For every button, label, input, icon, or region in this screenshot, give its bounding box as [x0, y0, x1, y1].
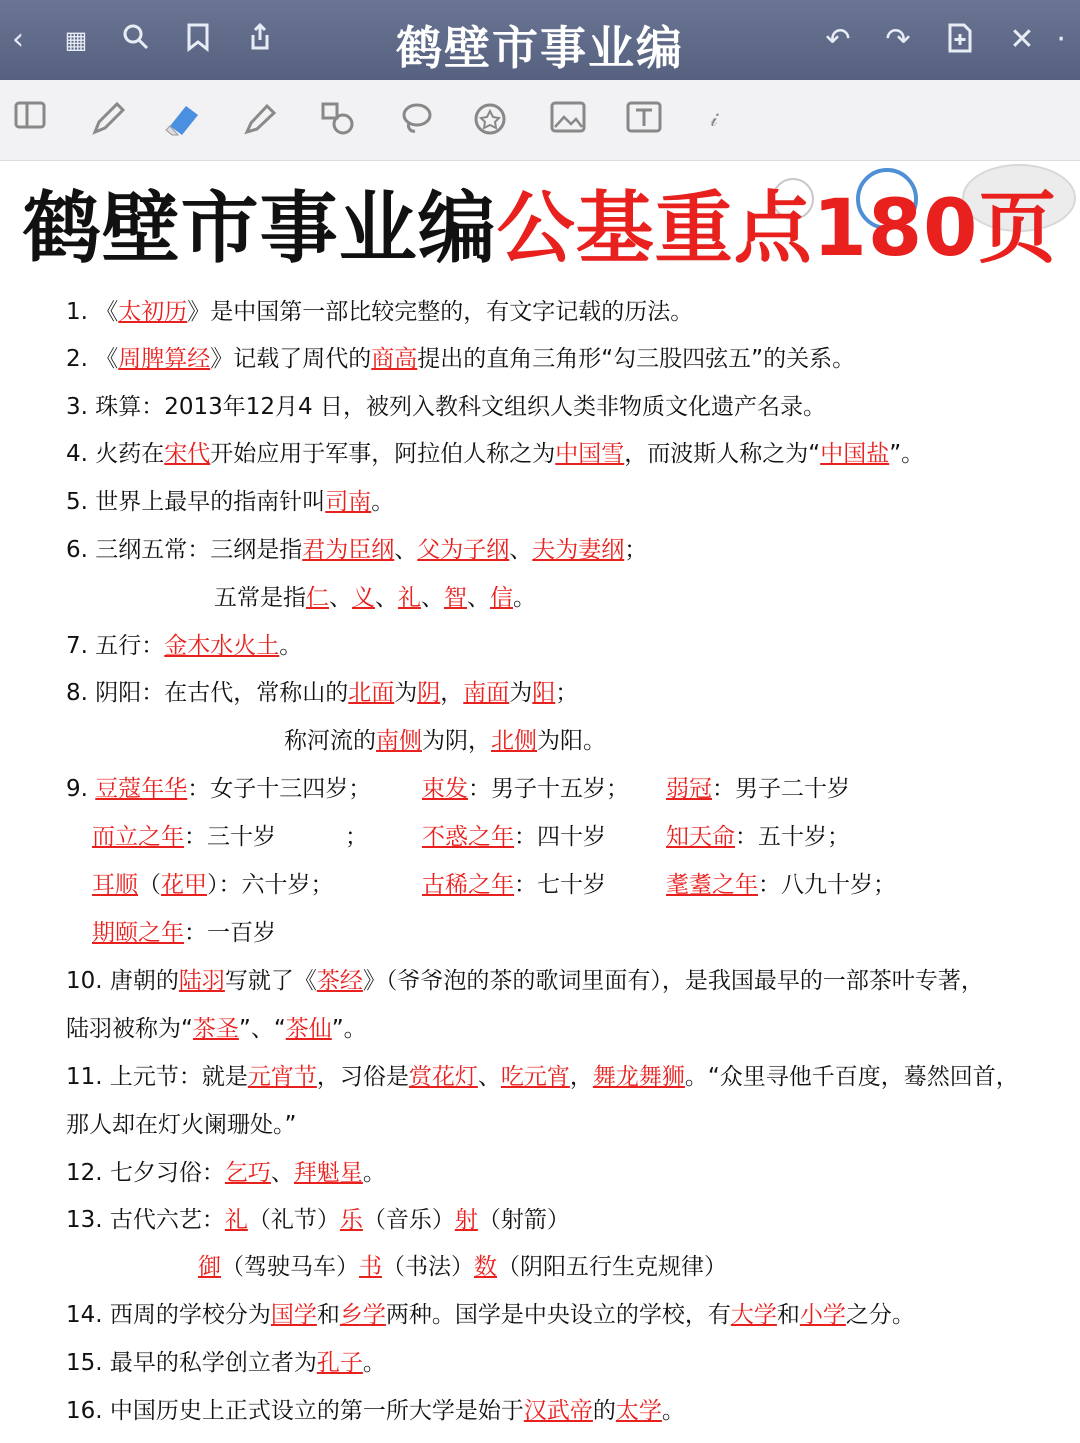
note-text: （射箭）: [477, 1207, 570, 1233]
note-text: ，习俗是: [316, 1064, 409, 1090]
keyword-highlight: 弱冠: [666, 776, 712, 802]
sidebar-icon[interactable]: [10, 100, 50, 140]
note-text: 五常是指: [214, 585, 306, 611]
note-text: 、: [467, 585, 490, 611]
image-icon[interactable]: [548, 100, 588, 140]
note-text: （书法）: [382, 1254, 474, 1280]
note-text: 》是中国第一部比较完整的，有文字记载的历法。: [187, 299, 694, 325]
keyword-highlight: 束发: [422, 776, 468, 802]
close-icon[interactable]: ✕: [1009, 22, 1035, 57]
keyword-highlight: 金木水火土: [164, 633, 280, 659]
note-text: 》（爷爷泡的茶的歌词里面有），是我国最早的一部茶叶专著，: [362, 968, 984, 994]
keyword-highlight: 国学: [270, 1302, 317, 1328]
age-cell: [92, 821, 368, 853]
keyword-highlight: 陆羽: [178, 968, 225, 994]
note-text: ，: [569, 1064, 593, 1090]
keyword-highlight: 拜魁星: [293, 1160, 363, 1186]
note-line-14: [66, 1299, 915, 1331]
keyword-highlight: 射: [454, 1207, 478, 1233]
note-line-5: [66, 486, 394, 518]
note-text: ；: [624, 537, 648, 563]
note-line-16: [66, 1395, 685, 1427]
note-line-11b: [66, 1109, 296, 1141]
note-text: ，而波斯人称之为“: [624, 441, 821, 467]
note-text: ：男子二十岁: [712, 776, 850, 802]
note-text: 6. 三纲五常：三纲是指: [66, 537, 303, 563]
note-text: 称河流的: [284, 728, 376, 754]
note-line-13: [66, 1204, 570, 1236]
note-text: 陆羽被称为“: [66, 1016, 193, 1042]
note-text: ”。: [889, 441, 925, 467]
note-text: 12. 七夕习俗：: [66, 1160, 225, 1186]
top-navigation-bar: [0, 0, 1080, 80]
note-text: （驾驶马车）: [221, 1254, 359, 1280]
note-text: 16. 中国历史上正式设立的第一所大学是始于: [66, 1398, 524, 1424]
back-icon[interactable]: ‹: [12, 22, 24, 57]
note-text: 。“众里寻他千百度，蓦然回首，: [684, 1064, 1019, 1090]
note-text: 、: [394, 537, 418, 563]
redo-icon[interactable]: ↷: [885, 22, 911, 57]
app-title: 鹤壁市事业编: [396, 21, 684, 75]
keyword-highlight: 阴: [417, 680, 441, 706]
note-text: 10. 唐朝的: [66, 968, 179, 994]
note-text: 2. 《: [66, 346, 119, 372]
ink-icon[interactable]: 𝒾: [710, 107, 718, 132]
note-text: 为阳。: [537, 728, 606, 754]
note-text: 7. 五行：: [66, 633, 165, 659]
keyword-highlight: 而立之年: [92, 824, 184, 850]
note-text: ；: [555, 680, 579, 706]
note-text: ”。: [331, 1016, 367, 1042]
keyword-highlight: 孔子: [316, 1350, 363, 1376]
keyword-highlight: 北侧: [491, 728, 537, 754]
keyword-highlight: 书: [359, 1254, 382, 1280]
note-line-2: [66, 343, 855, 375]
keyword-highlight: 礼: [398, 585, 421, 611]
keyword-highlight: 不惑之年: [422, 824, 514, 850]
keyword-highlight: 耳顺: [92, 872, 138, 898]
note-text: 。: [661, 1398, 685, 1424]
keyword-highlight: 数: [474, 1254, 497, 1280]
note-text: 提出的直角三角形“勾三股四弦五”的关系。: [417, 346, 856, 372]
age-cell: [92, 869, 334, 901]
keyword-highlight: 中国雪: [555, 441, 625, 467]
note-text: 14. 西周的学校分为: [66, 1302, 271, 1328]
note-text: 、: [477, 1064, 501, 1090]
note-text: ：七十岁: [514, 872, 606, 898]
note-line-10b: [66, 1013, 367, 1045]
age-cell: [92, 917, 276, 949]
keyword-highlight: 夫为妻纲: [532, 537, 625, 563]
keyword-highlight: 礼: [224, 1207, 248, 1233]
note-text: 和: [776, 1302, 800, 1328]
note-text: 、: [270, 1160, 294, 1186]
note-text: ：女子十三四岁；: [187, 776, 372, 802]
headline-red: 公基重点180页: [496, 184, 1058, 274]
note-text: 8. 阴阳：在古代，常称山的: [66, 680, 349, 706]
note-line-11: [66, 1061, 1019, 1093]
note-text: 为: [509, 680, 533, 706]
age-cell: [422, 821, 606, 853]
note-text: 那人却在灯火阑珊处。”: [66, 1112, 297, 1138]
undo-icon[interactable]: ↶: [825, 22, 851, 57]
note-text: ：八九十岁；: [758, 872, 896, 898]
keyword-highlight: 耄耋之年: [666, 872, 758, 898]
note-line-13b: [198, 1251, 727, 1283]
keyword-highlight: 义: [352, 585, 375, 611]
note-text: 。: [362, 1350, 386, 1376]
note-text: 。: [513, 585, 536, 611]
keyword-highlight: 阳: [532, 680, 556, 706]
keyword-highlight: 太初历: [118, 299, 188, 325]
note-line-10: [66, 965, 984, 997]
keyword-highlight: 乐: [339, 1207, 363, 1233]
age-cell: [66, 773, 371, 805]
note-text: 、: [329, 585, 352, 611]
text-icon[interactable]: [624, 100, 664, 140]
note-text: 13. 古代六艺：: [66, 1207, 225, 1233]
note-text: （阴阳五行生克规律）: [497, 1254, 727, 1280]
keyword-highlight: 大学: [730, 1302, 777, 1328]
note-text: （礼节）: [247, 1207, 340, 1233]
keyword-highlight: 御: [198, 1254, 221, 1280]
lasso-icon[interactable]: [396, 100, 436, 140]
note-text: 为: [394, 680, 418, 706]
keyword-highlight: 智: [444, 585, 467, 611]
note-text: ：三十岁 ；: [184, 824, 368, 850]
age-cell: [422, 773, 629, 805]
keyword-highlight: 小学: [799, 1302, 846, 1328]
note-text: ：男子十五岁；: [468, 776, 629, 802]
note-line-7: [66, 630, 302, 662]
note-line-8: [66, 677, 578, 709]
grid-icon[interactable]: ▦: [64, 26, 88, 54]
add-page-icon[interactable]: [942, 22, 978, 58]
keyword-highlight: 茶经: [316, 968, 363, 994]
more-icon[interactable]: ⋅: [1056, 22, 1066, 57]
shapes-icon[interactable]: [318, 100, 358, 140]
keyword-highlight: 君为臣纲: [302, 537, 395, 563]
note-text: 写就了《: [224, 968, 317, 994]
note-text: 。: [371, 489, 395, 515]
keyword-highlight: 豆蔻年华: [95, 776, 188, 802]
note-text: 。: [279, 633, 303, 659]
keyword-highlight: 仁: [306, 585, 329, 611]
note-text: 3. 珠算：2013年12月4 日，被列入教科文组织人类非物质文化遗产名录。: [66, 394, 826, 420]
keyword-highlight: 乡学: [339, 1302, 386, 1328]
note-line-12: [66, 1157, 386, 1189]
drawing-toolbar: [0, 80, 1080, 161]
note-text: 》记载了周代的: [210, 346, 372, 372]
note-text: 、: [509, 537, 533, 563]
keyword-highlight: 古稀之年: [422, 872, 514, 898]
keyword-highlight: 茶圣: [192, 1016, 239, 1042]
pen-icon[interactable]: [88, 100, 128, 140]
note-text: 15. 最早的私学创立者为: [66, 1350, 317, 1376]
note-text: （音乐）: [362, 1207, 455, 1233]
keyword-highlight: 舞龙舞狮: [592, 1064, 685, 1090]
note-text: 1. 《: [66, 299, 119, 325]
age-cell: [666, 869, 896, 901]
headline-black: 鹤壁市事业编: [22, 184, 497, 274]
note-text: ：一百岁: [184, 920, 276, 946]
age-cell: [666, 773, 850, 805]
document-headline: [0, 166, 1080, 278]
note-line-6b: [214, 582, 536, 614]
keyword-highlight: 花甲: [161, 872, 207, 898]
note-text: 之分。: [845, 1302, 915, 1328]
keyword-highlight: 南面: [463, 680, 510, 706]
age-cell: [422, 869, 606, 901]
age-cell: [666, 821, 850, 853]
note-text: 11. 上元节：就是: [66, 1064, 248, 1090]
keyword-highlight: 太学: [615, 1398, 662, 1424]
note-text: 、: [375, 585, 398, 611]
note-line-1: [66, 296, 693, 328]
keyword-highlight: 知天命: [666, 824, 735, 850]
note-text: ：四十岁: [514, 824, 606, 850]
note-text: （: [138, 872, 161, 898]
note-text: ”、“: [238, 1016, 286, 1042]
note-text: 9.: [66, 776, 96, 802]
keyword-highlight: 乞巧: [224, 1160, 271, 1186]
keyword-highlight: 期颐之年: [92, 920, 184, 946]
keyword-highlight: 中国盐: [820, 441, 890, 467]
note-text: 。: [362, 1160, 386, 1186]
eraser-icon[interactable]: [162, 100, 202, 140]
note-line-8b: [284, 725, 606, 757]
keyword-highlight: 周脾算经: [118, 346, 211, 372]
note-text: 两种。国学是中央设立的学校，有: [385, 1302, 731, 1328]
keyword-highlight: 南侧: [376, 728, 422, 754]
note-line-4: [66, 438, 924, 470]
keyword-highlight: 汉武帝: [523, 1398, 593, 1424]
note-text: ，: [440, 680, 464, 706]
note-line-6: [66, 534, 647, 566]
note-line-15: [66, 1347, 386, 1379]
note-text: 开始应用于军事，阿拉伯人称之为: [210, 441, 556, 467]
keyword-highlight: 宋代: [164, 441, 211, 467]
note-text: 和: [316, 1302, 340, 1328]
keyword-highlight: 信: [490, 585, 513, 611]
highlighter-icon[interactable]: [240, 100, 280, 140]
keyword-highlight: 赏花灯: [408, 1064, 478, 1090]
keyword-highlight: 司南: [325, 489, 372, 515]
note-text: 5. 世界上最早的指南针叫: [66, 489, 326, 515]
keyword-highlight: 元宵节: [247, 1064, 317, 1090]
note-text: ：五十岁；: [735, 824, 850, 850]
note-text: 为阴，: [422, 728, 491, 754]
sticker-icon[interactable]: [470, 100, 510, 140]
note-text: 的: [592, 1398, 616, 1424]
note-line-3: [66, 391, 826, 423]
keyword-highlight: 父为子纲: [417, 537, 510, 563]
note-text: ）：六十岁；: [207, 872, 334, 898]
note-text: 4. 火药在: [66, 441, 165, 467]
keyword-highlight: 北面: [348, 680, 395, 706]
keyword-highlight: 吃元宵: [500, 1064, 570, 1090]
keyword-highlight: 商高: [371, 346, 418, 372]
note-text: 、: [421, 585, 444, 611]
keyword-highlight: 茶仙: [285, 1016, 332, 1042]
